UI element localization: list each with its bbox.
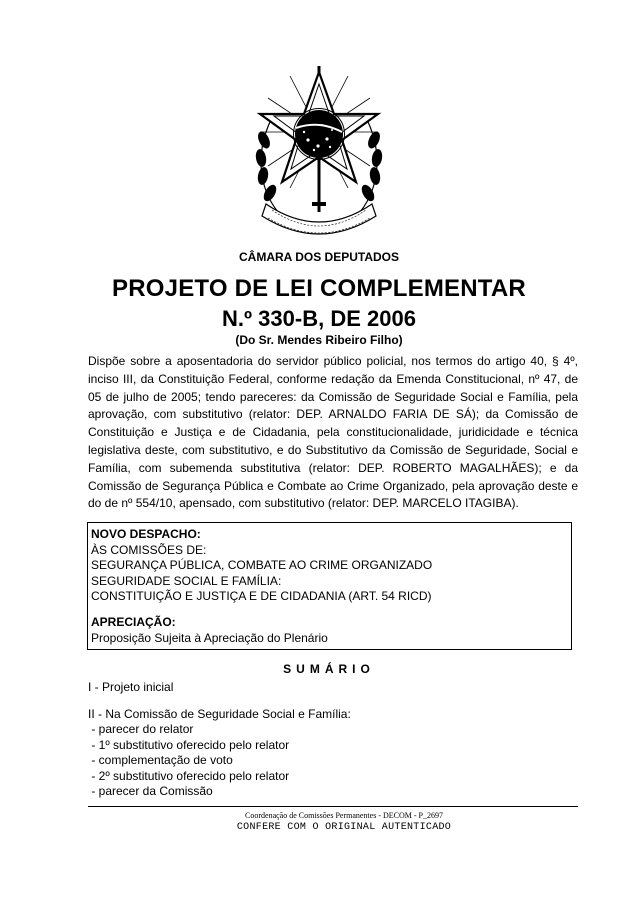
- list-subitem: - parecer da Comissão: [88, 784, 213, 798]
- apreciacao-label: APRECIAÇÃO:: [91, 614, 176, 629]
- committee-item: SEGURIDADE SOCIAL E FAMÍLIA:: [91, 573, 282, 588]
- sumario-heading: SUMÁRIO: [283, 662, 375, 676]
- committee-item: SEGURANÇA PÚBLICA, COMBATE AO CRIME ORGANIZADO: [91, 558, 433, 573]
- list-item: II - Na Comissão de Seguridade Social e Família:: [88, 706, 351, 721]
- bill-author: (Do Sr. Mendes Ribeiro Filho): [235, 333, 403, 347]
- chamber-name: CÂMARA DOS DEPUTADOS: [238, 250, 399, 264]
- footer-divider: [88, 806, 578, 807]
- sumario-list: [88, 680, 578, 800]
- committee-item: CONSTITUIÇÃO E JUSTIÇA E DE CIDADANIA (ART. 54 RICD): [91, 589, 432, 604]
- list-subitem: - 1º substitutivo oferecido pelo relator: [88, 737, 290, 752]
- bill-summary-text: Dispõe sobre a aposentadoria do servidor público policial, nos termos do artigo 40, § 4º, inciso III, da Constituição Federal, conforme redação da Emenda Constitucional, nº 47, de 05 de julho de 2005; tendo pareceres: da Comissão de Seguridade Social e Família, pela aprovação, com substitutivo (relator: DEP. ARNALDO FARIA DE SÁ); da Comissão de Constituição e Justiça e de Cidadania, pela constitucionalidade, juridicidade e técnica legislativa deste, com substitutivo, e do Substitutivo da Comissão de Seguridade, Social e Família, com subemenda substitutiva (relator: DEP. ROBERTO MAGALHÃES); e da Comissão de Segurança Pública e Combate ao Crime Organizado, pela aprovação deste e do de nº 554/10, apensado, com substitutivo (relator: DEP. MARCELO ITAGIBA).: [88, 354, 578, 511]
- footer-coordination: Coordenação de Comissões Permanentes - DECOM - P_2697: [245, 811, 443, 820]
- footer-authentication: CONFERE COM O ORIGINAL AUTENTICADO: [236, 822, 452, 833]
- despacho-label: NOVO DESPACHO:: [91, 527, 201, 541]
- committees-intro: ÀS COMISSÕES DE:: [91, 542, 207, 557]
- list-item: I - Projeto inicial: [88, 680, 174, 694]
- apreciacao-text: Proposição Sujeita à Apreciação do Plenário: [91, 630, 328, 645]
- list-subitem: - complementação de voto: [88, 753, 233, 767]
- list-subitem: - 2º substitutivo oferecido pelo relator: [88, 768, 290, 783]
- list-subitem: - parecer do relator: [88, 722, 194, 736]
- dispatch-box: [87, 522, 572, 650]
- bill-number-title: N.º 330-B, DE 2006: [222, 306, 416, 331]
- bill-type-title: PROJETO DE LEI COMPLEMENTAR: [112, 275, 526, 302]
- brazil-coat-of-arms-icon: [248, 62, 390, 244]
